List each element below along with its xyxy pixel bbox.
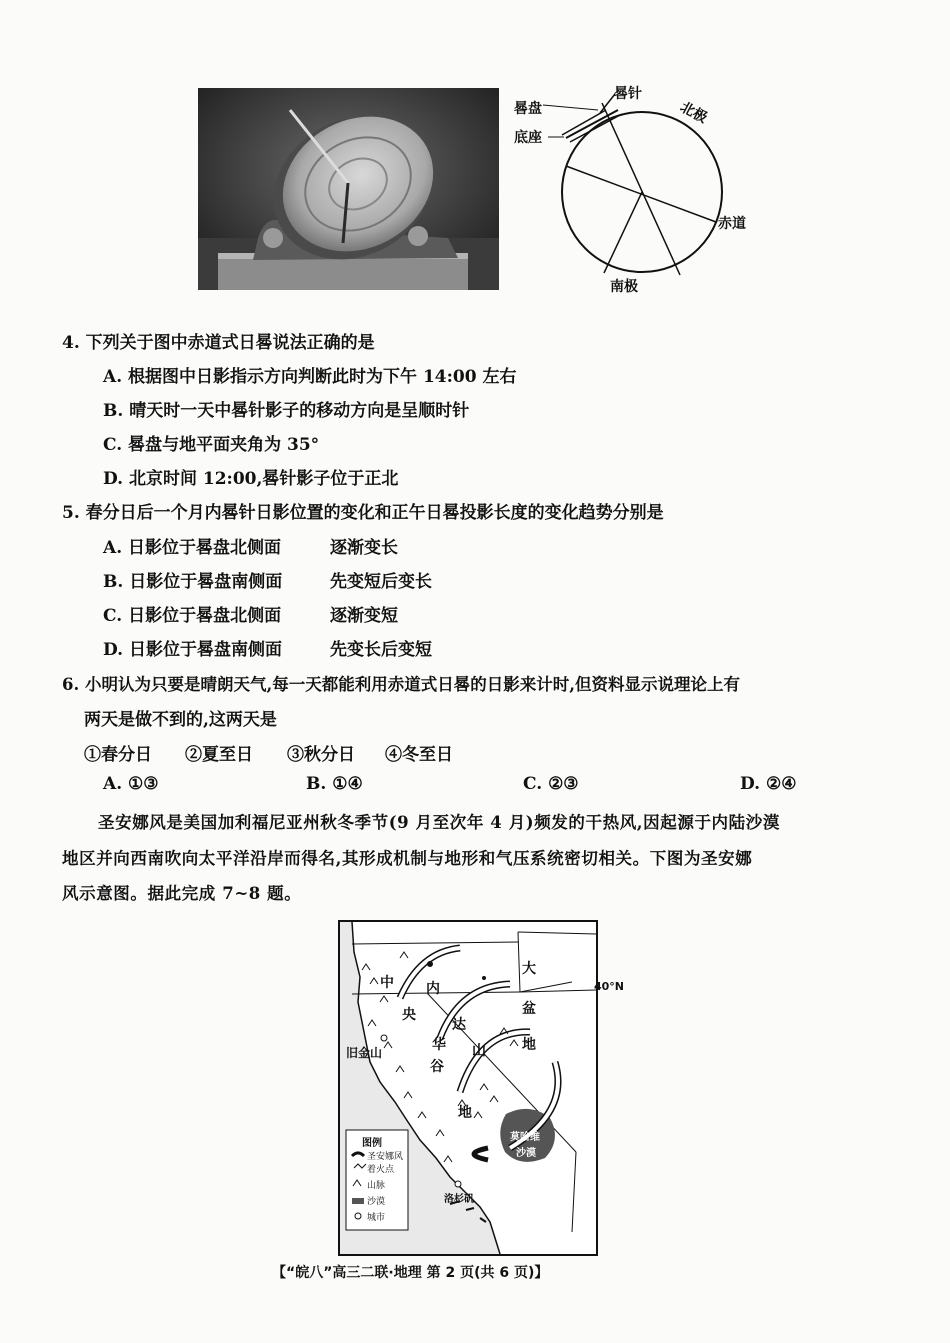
label-gnomon: 晷针 [614,86,642,102]
label-central-valley-3: 谷 [430,1059,444,1075]
q6-item-4: ④冬至日 [385,745,453,765]
label-mojave-2: 沙漠 [516,1148,536,1159]
q6-choice-d: D. ②④ [740,774,797,794]
label-latitude-40n: 40°N [594,980,625,993]
q5-option-a-part2: 逐渐变长 [330,538,398,558]
q4-option-a: A. 根据图中日影指示方向判断此时为下午 14:00 左右 [103,367,517,387]
label-base: 底座 [514,130,542,146]
label-los-angeles: 洛杉矶 [444,1194,474,1205]
q5-option-d-part1: D. 日影位于晷盘南侧面 [103,640,282,660]
passage-line-2: 地区并向西南吹向太平洋沿岸而得名,其形成机制与地形和气压系统密切相关。下图为圣安娜 [62,849,753,868]
label-central-valley-2: 央 [402,1007,416,1023]
q5-option-b-part2: 先变短后变长 [330,572,432,592]
label-san-francisco: 旧金山 [346,1046,383,1060]
label-equator: 赤道 [718,216,746,232]
q4-option-b: B. 晴天时一天中晷针影子的移动方向是呈顺时针 [103,401,470,421]
label-sierra-1: 内 [426,981,440,997]
label-sierra-2: 华 [432,1037,446,1053]
label-dial: 晷盘 [514,101,542,117]
santa-ana-map [338,920,598,1256]
q6-choice-c: C. ②③ [523,774,579,794]
legend-city: 城市 [367,1213,386,1223]
label-central-valley-4: 地 [458,1105,472,1121]
q6-item-3: ③秋分日 [287,745,355,765]
label-central-valley-1: 中 [380,975,394,991]
q5-option-a-part1: A. 日影位于晷盘北侧面 [103,538,282,558]
label-great-basin-3: 地 [522,1037,536,1053]
label-north-pole: 北极 [677,99,710,127]
sundial-photo [198,88,499,290]
q4-option-c: C. 晷盘与地平面夹角为 35° [103,435,320,455]
sundial-photo-drawing [198,88,499,290]
passage-line-1: 圣安娜风是美国加利福尼亚州秋冬季节(9 月至次年 4 月)频发的干热风,因起源于内陆沙漠 [98,813,780,832]
label-mojave-1: 莫哈维 [510,1132,540,1143]
legend-mountain: 山脉 [367,1181,386,1191]
q5-option-c-part2: 逐渐变短 [330,606,398,626]
label-great-basin-1: 大 [522,961,536,977]
passage-line-3: 风示意图。据此完成 7~8 题。 [62,884,302,903]
question-4-stem: 4. 下列关于图中赤道式日晷说法正确的是 [62,333,375,353]
legend-santa-ana-wind: 圣安娜风 [367,1152,404,1162]
legend-desert: 沙漠 [367,1197,386,1207]
q5-option-d-part2: 先变长后变短 [330,640,432,660]
q4-option-d: D. 北京时间 12:00,晷针影子位于正北 [103,469,399,489]
question-6-stem-line2: 两天是做不到的,这两天是 [84,710,277,730]
label-sierra-4: 山 [472,1043,486,1059]
q5-option-b-part1: B. 日影位于晷盘南侧面 [103,572,283,592]
q5-option-c-part1: C. 日影位于晷盘北侧面 [103,606,282,626]
question-5-stem: 5. 春分日后一个月内晷针日影位置的变化和正午日晷投影长度的变化趋势分别是 [62,503,664,523]
page-footer: 【“皖八”高三二联·地理 第 2 页(共 6 页)】 [272,1265,549,1281]
sundial-diagram [500,80,760,300]
q6-choice-b: B. ①④ [306,774,363,794]
label-great-basin-2: 盆 [522,1001,536,1017]
legend-fire-point: 着火点 [367,1165,395,1175]
label-south-pole: 南极 [610,279,638,295]
q6-item-1: ①春分日 [84,745,152,765]
question-6-stem-line1: 6. 小明认为只要是晴朗天气,每一天都能利用赤道式日晷的日影来计时,但资料显示说理论上有 [62,675,740,694]
q6-item-2: ②夏至日 [185,745,253,765]
label-sierra-3: 达 [452,1017,466,1033]
q6-choice-a: A. ①③ [103,774,159,794]
legend-title: 图例 [362,1138,382,1149]
